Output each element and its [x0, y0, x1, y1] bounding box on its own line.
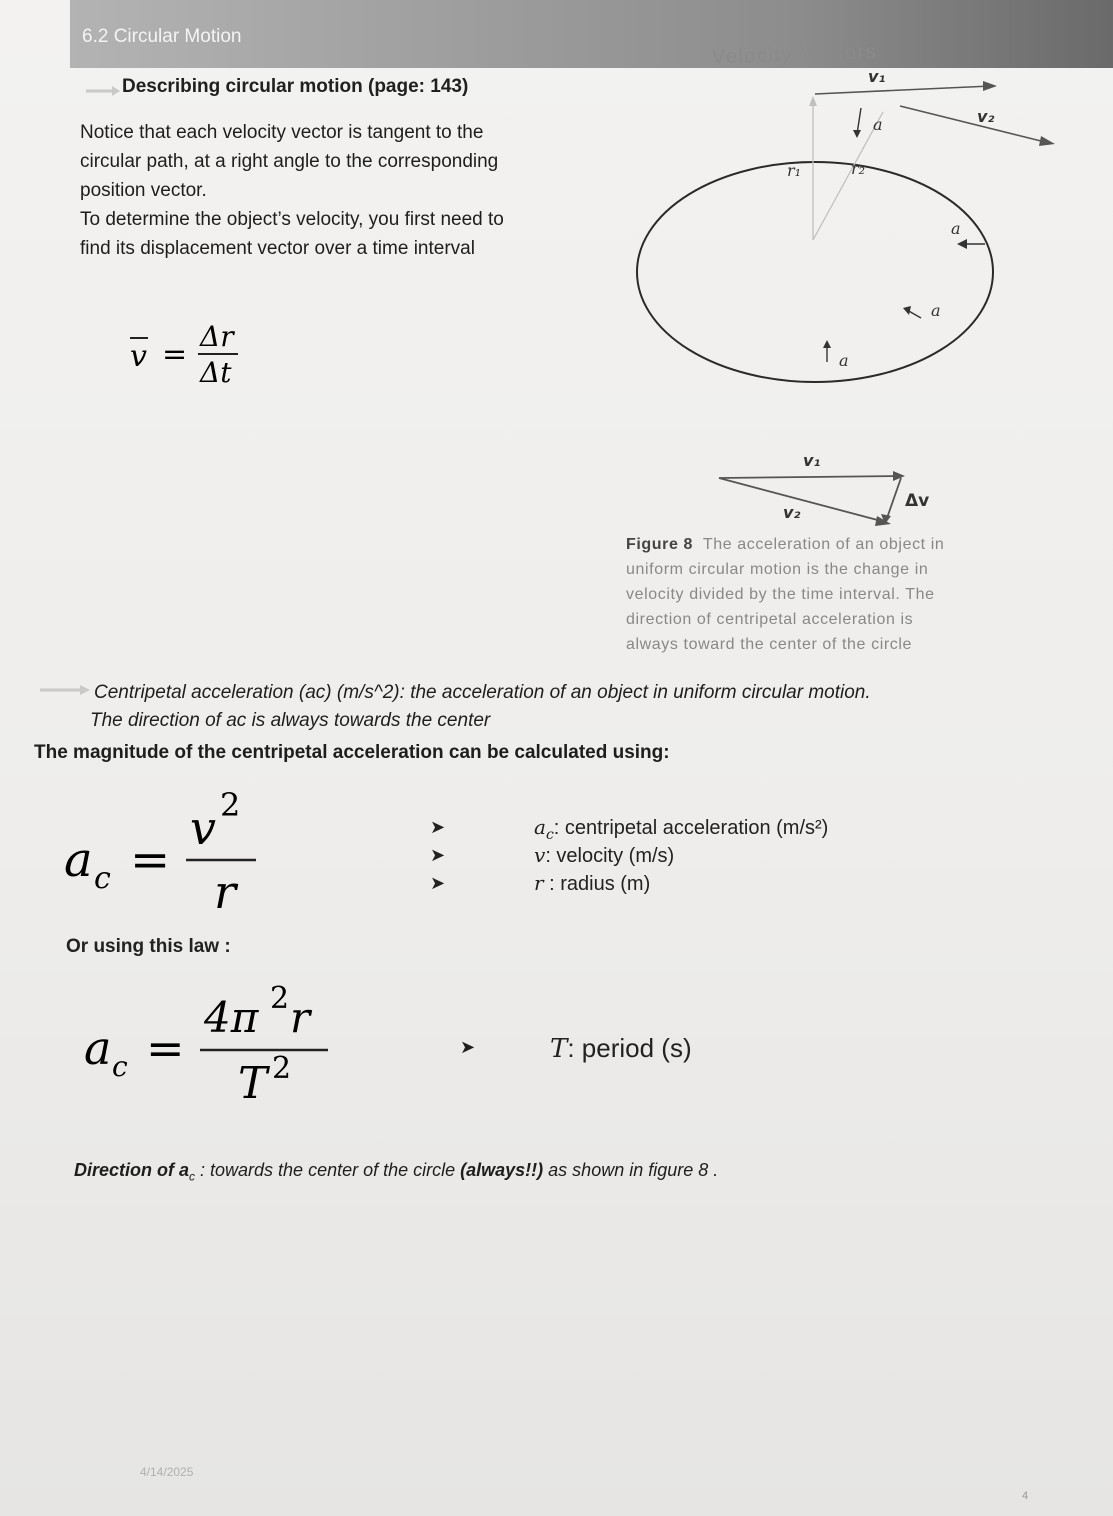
direction-label: Direction of a — [74, 1160, 190, 1180]
label-r2: r₂ — [851, 159, 866, 178]
formula1-subscript-c: c — [94, 861, 111, 896]
formula2-subscript-c: c — [112, 1050, 128, 1083]
triangle-label-delta-v: Δv — [905, 491, 930, 511]
direction-subscript: c — [189, 1169, 196, 1184]
intro-line: Notice that each velocity vector is tangent to the — [80, 122, 484, 143]
legend-symbol: a — [534, 815, 546, 839]
legend-text: : radius (m) — [543, 873, 651, 895]
velocity-v2 — [900, 106, 1045, 142]
centripetal-formula-period — [80, 980, 340, 1110]
legend-text: : velocity (m/s) — [545, 845, 675, 867]
caption-label: Figure 8 — [626, 536, 694, 553]
legend-subscript: c — [545, 827, 554, 843]
bullet-arrow-icon — [84, 84, 120, 98]
direction-emphasis: (always!!) — [460, 1160, 544, 1180]
formula-denominator: Δt — [200, 356, 232, 389]
label-a-lower-right: a — [931, 301, 941, 320]
period-symbol: T — [550, 1034, 568, 1064]
triangle-v2 — [719, 478, 885, 522]
caption-line: uniform circular motion is the change in — [626, 561, 929, 578]
velocity-v2-arrowhead — [1039, 136, 1055, 146]
intro-line: position vector. — [80, 180, 207, 201]
page-number: 4 — [1022, 1490, 1029, 1502]
bullet-triangle-icon: ➤ — [430, 817, 446, 837]
triangle-v1-arrowhead — [893, 471, 905, 481]
formula2-exponent-top: 2 — [270, 981, 290, 1016]
bullet-triangle-icon: ➤ — [430, 873, 446, 893]
label-a-bottom: a — [839, 351, 849, 370]
direction-tail: as shown in figure 8 . — [543, 1160, 719, 1180]
figure-caption — [626, 532, 1066, 657]
footer-date: 4/14/2025 — [140, 1465, 194, 1479]
formula2-equals: = — [146, 1021, 185, 1075]
velocity-v1 — [815, 86, 991, 94]
caption-line: always toward the center of the circle — [626, 636, 913, 653]
acceleration-bottom-arrowhead — [823, 340, 831, 348]
formula2-r: r — [290, 993, 311, 1042]
intro-line: circular path, at a right angle to the corresponding — [80, 151, 499, 172]
acceleration-right-arrowhead — [957, 239, 967, 249]
centripetal-definition: Centripetal acceleration (ac) (m/s^2): the acceleration of an object in uniform circular motion. — [94, 682, 871, 703]
label-v1: v₁ — [868, 67, 886, 86]
formula1-r: r — [214, 865, 236, 919]
formula-numerator: Δr — [200, 320, 234, 353]
label-v2: v₂ — [977, 107, 995, 126]
velocity-vectors-figure — [615, 30, 1075, 530]
triangle-v1 — [719, 476, 901, 478]
bullet-triangle-icon: ➤ — [460, 1037, 476, 1057]
formula2-T: T — [238, 1058, 268, 1109]
header-title: 6.2 Circular Motion — [82, 26, 242, 47]
bullet-triangle-icon: ➤ — [430, 845, 446, 865]
label-r1: r₁ — [787, 161, 802, 180]
magnitude-intro: The magnitude of the centripetal acceleration can be calculated using: — [34, 742, 670, 763]
formula1-exponent: 2 — [220, 786, 241, 824]
label-a-right: a — [951, 219, 961, 238]
circular-path — [637, 162, 993, 382]
legend-symbol: v — [534, 843, 546, 867]
caption-line: velocity divided by the time interval. The — [626, 586, 935, 603]
direction-statement — [74, 1160, 718, 1184]
centripetal-formula-speed — [60, 780, 290, 920]
formula2-a: a — [84, 1021, 112, 1075]
centripetal-direction-note: The direction of ac is always towards the center — [90, 710, 491, 731]
acceleration-lower-right-arrowhead — [903, 306, 911, 315]
label-a-top: a — [873, 115, 883, 134]
section-title: Describing circular motion (page: 143) — [122, 76, 469, 97]
formula-equals: = — [162, 337, 188, 372]
radius-r1-arrowhead — [809, 96, 817, 106]
triangle-label-v1: v₁ — [803, 451, 821, 470]
caption-line: direction of centripetal acceleration is — [626, 611, 914, 628]
triangle-delta-v — [887, 478, 901, 518]
direction-text: : towards the center of the circle — [195, 1160, 461, 1180]
figure-title: Velocity Vectors — [711, 40, 878, 69]
formula1-v: v — [190, 801, 216, 855]
formula1-a: a — [64, 832, 93, 888]
legend-symbol: r — [534, 871, 544, 895]
intro-paragraph — [80, 118, 600, 263]
intro-line: find its displacement vector over a time interval — [80, 238, 475, 259]
period-text: : period (s) — [567, 1033, 692, 1063]
acceleration-top-arrowhead — [853, 130, 861, 138]
bullet-arrow-icon — [38, 682, 90, 698]
legend-text: : centripetal acceleration (m/s²) — [553, 817, 829, 839]
formula2-exponent-bottom: 2 — [272, 1051, 292, 1086]
formula1-equals: = — [130, 832, 171, 888]
intro-line: To determine the object’s velocity, you first need to — [80, 209, 504, 230]
formula-v: v — [130, 339, 147, 374]
or-using-law: Or using this law : — [66, 936, 231, 957]
velocity-v1-arrowhead — [983, 81, 997, 91]
caption-line: The acceleration of an object in — [702, 536, 945, 553]
formula2-4pi: 4π — [204, 993, 259, 1042]
triangle-label-v2: v₂ — [783, 503, 801, 522]
average-velocity-formula — [120, 318, 260, 398]
